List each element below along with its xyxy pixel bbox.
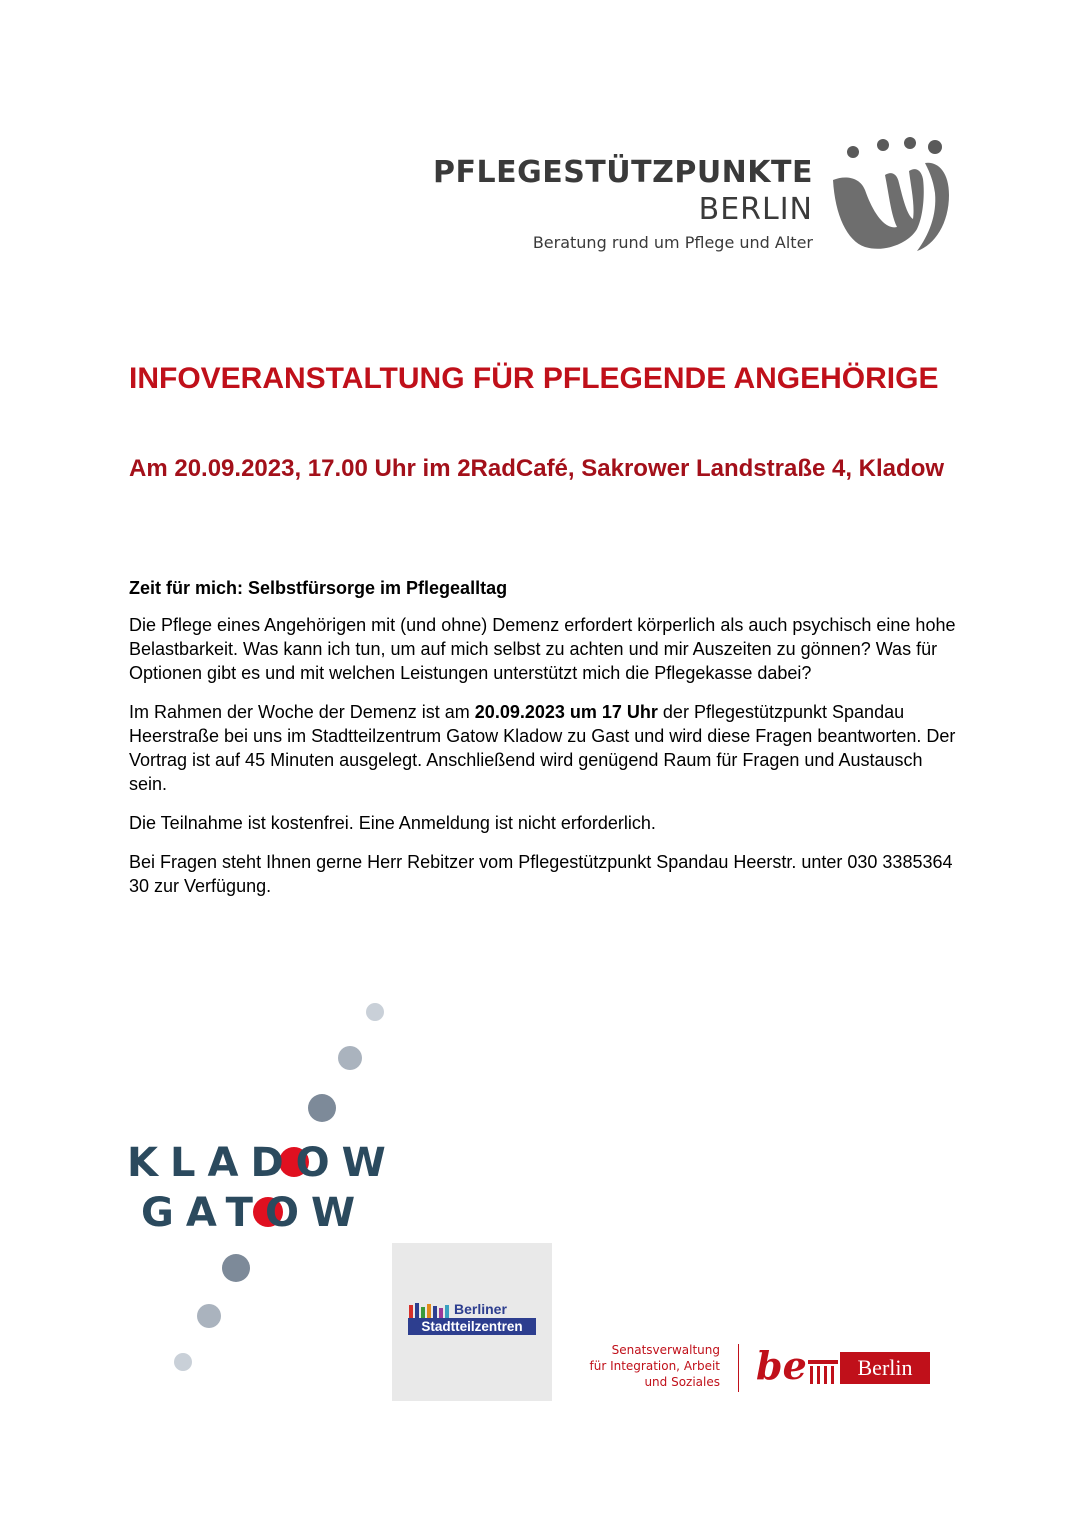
brandenburg-gate-icon <box>808 1360 838 1384</box>
logo-tagline: Beratung rund um Pflege und Alter <box>532 233 813 252</box>
people-figures-icon <box>408 1301 454 1318</box>
senat-line-3: und Soziales <box>644 1375 720 1389</box>
senat-divider <box>738 1344 739 1392</box>
kladow-gatow-logo <box>127 985 398 1400</box>
pflegestuetzpunkte-logo <box>432 135 955 260</box>
berlin-wordmark: Berlin <box>840 1352 930 1384</box>
senat-text <box>589 1342 720 1390</box>
paragraph-contact: Bei Fragen steht Ihnen gerne Herr Rebitzer vom Pflegestützpunkt Spandau Heerstr. unter 030 3385364 30 zur Verfügung. <box>129 852 953 896</box>
people-mark-icon <box>825 135 955 260</box>
body-text <box>129 576 959 913</box>
paragraph-cost: Die Teilnahme ist kostenfrei. Eine Anmeldung ist nicht erforderlich. <box>129 813 656 833</box>
logo-title: PFLEGESTÜTZPUNKTE <box>432 155 813 190</box>
paragraph-event <box>129 700 959 796</box>
senatsverwaltung-logo <box>590 1340 935 1395</box>
gatow-wordmark: GATOW <box>141 1190 368 1236</box>
kladow-wordmark: KLADOW <box>127 1140 398 1186</box>
stadtteilzentren-top: Berliner <box>454 1301 507 1317</box>
page-title: INFOVERANSTALTUNG FÜR PFLEGENDE ANGEHÖRIGE <box>129 362 939 395</box>
event-date-location: Am 20.09.2023, 17.00 Uhr im 2RadCafé, Sakrower Landstraße 4, Kladow <box>129 455 945 482</box>
paragraph-event-start: Im Rahmen der Woche der Demenz ist am <box>129 702 475 722</box>
stadtteilzentren-logo <box>392 1243 552 1401</box>
logo-city: BERLIN <box>698 192 813 227</box>
paragraph-event-end: der Pflegestützpunkt Spandau Heerstraße bei uns im Stadtteilzentrum Gatow Kladow zu Gast und wird diese Fragen beantworten. Der Vortrag ist auf 45 Minuten ausgelegt. Anschließend wird genügend Raum für Fragen und Austausch sein. <box>129 702 956 794</box>
senat-line-2: für Integration, Arbeit <box>589 1359 720 1373</box>
be-wordmark: be <box>756 1343 807 1388</box>
senat-line-1: Senatsverwaltung <box>611 1343 720 1357</box>
paragraph-event-date: 20.09.2023 um 17 Uhr <box>474 702 658 722</box>
body-subheading: Zeit für mich: Selbstfürsorge im Pflegealltag <box>129 578 508 598</box>
stadtteilzentren-bottom: Stadtteilzentren <box>408 1318 536 1335</box>
paragraph-intro: Die Pflege eines Angehörigen mit (und ohne) Demenz erfordert körperlich als auch psychisch eine hohe Belastbarkeit. Was kann ich tun, um auf mich selbst zu achten und mir Auszeiten zu gönnen? Was für Optionen gibt es und mit welchen Leistungen unterstützt mich die Pflegekasse dabei? <box>129 615 956 683</box>
